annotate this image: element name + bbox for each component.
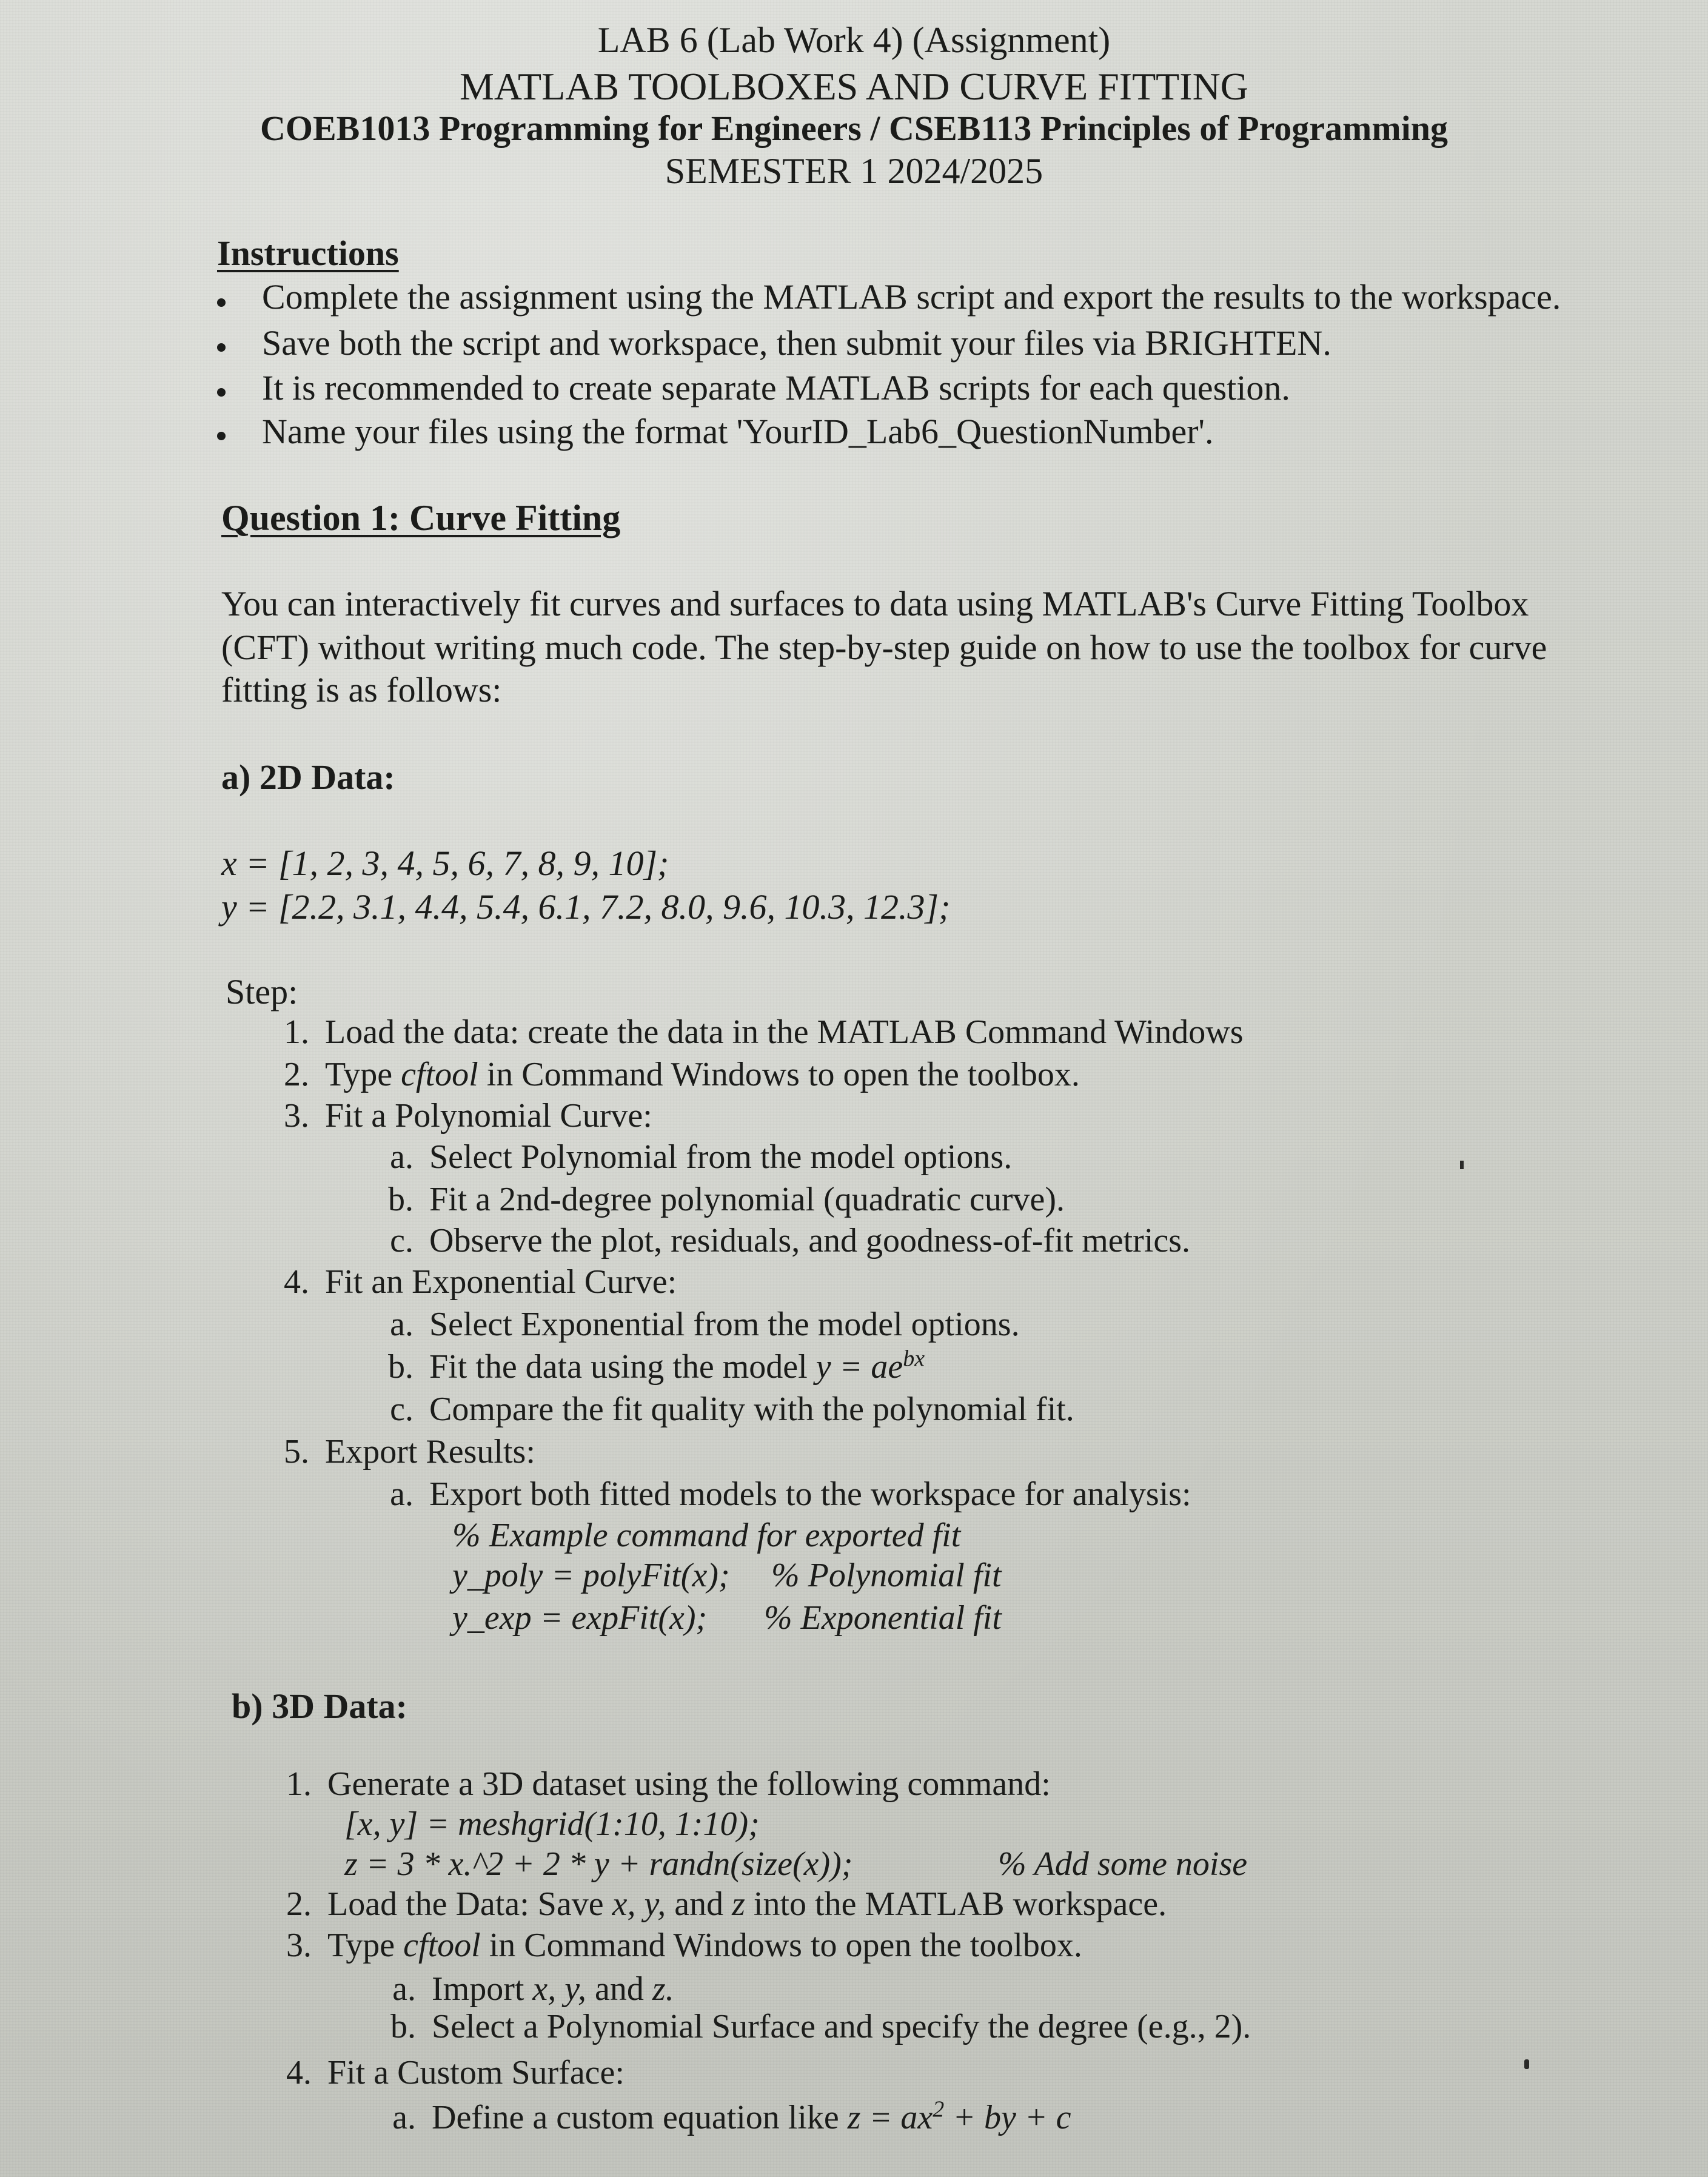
step-text: Type: [325, 1056, 401, 1093]
code-poly: y_poly = polyFit(x);: [452, 1557, 730, 1594]
instruction-item: Save both the script and workspace, then submit your files via BRIGHTEN.: [262, 323, 1331, 363]
x-data-line: x = [1, 2, 3, 4, 5, 6, 7, 8, 9, 10];: [221, 844, 669, 883]
substep-text: Fit the data using the model: [429, 1348, 816, 1386]
course-line: COEB1013 Programming for Engineers / CSEB113 Principles of Programming: [260, 109, 1448, 148]
step-text: into the MATLAB workspace.: [745, 1885, 1167, 1923]
step-1: [255, 1013, 1244, 1052]
code-z-equation: z = 3 * x.^2 + 2 * y + randn(size(x));: [344, 1845, 853, 1883]
substep-3a: [376, 1138, 1012, 1176]
substep-text: and: [586, 1970, 652, 2008]
bullet-icon: [217, 432, 226, 440]
code-poly-comment: % Polynomial fit: [771, 1557, 1002, 1594]
instructions-heading: Instructions: [217, 233, 399, 273]
bullet-icon: [217, 388, 226, 397]
b-step-1: [257, 1765, 1051, 1803]
b-substep-3b: [378, 2007, 1251, 2046]
step-text: in Command Windows to open the toolbox.: [478, 1056, 1080, 1093]
code-exp: y_exp = expFit(x);: [452, 1599, 708, 1637]
substep-4b: [376, 1347, 925, 1386]
intro-line: (CFT) without writing much code. The step-by-step guide on how to use the toolbox for curve: [221, 628, 1547, 667]
substep-text: Select Exponential from the model options.: [429, 1306, 1020, 1343]
variable-names: x, y,: [532, 1970, 587, 2008]
step-text: Fit an Exponential Curve:: [325, 1263, 677, 1301]
substep-letter: a.: [390, 1475, 414, 1513]
substep-text: Import: [432, 1970, 533, 2008]
step-number: 4.: [284, 1263, 309, 1301]
code-meshgrid: [x, y] = meshgrid(1:10, 1:10);: [344, 1805, 760, 1843]
step-text: Load the Data: Save: [327, 1885, 612, 1923]
exponent: bx: [903, 1346, 925, 1372]
substep-3b: [376, 1180, 1065, 1219]
step-number: 2.: [284, 1056, 309, 1093]
b-step-4: [257, 2053, 625, 2092]
substep-letter: c.: [390, 1390, 414, 1428]
bullet-icon: [217, 298, 226, 307]
custom-equation-rest: + by + c: [944, 2099, 1071, 2136]
b-step-2: [257, 1885, 1167, 1924]
exponent: 2: [933, 2096, 945, 2122]
substep-letter: b.: [388, 1348, 414, 1386]
substep-text: Observe the plot, residuals, and goodness-of-fit metrics.: [429, 1222, 1191, 1260]
variable-names: x, y,: [612, 1885, 666, 1923]
part-b-heading: b) 3D Data:: [232, 1686, 407, 1726]
instruction-item: Name your files using the format 'YourID_Lab6_QuestionNumber'.: [262, 412, 1214, 451]
substep-4c: [376, 1390, 1074, 1429]
substep-text: Compare the fit quality with the polynomial fit.: [429, 1390, 1074, 1428]
step-label: Step:: [226, 972, 298, 1011]
substep-letter: a.: [390, 1138, 414, 1176]
step-3: [255, 1096, 652, 1135]
instruction-item: Complete the assignment using the MATLAB script and export the results to the workspace.: [262, 277, 1561, 317]
intro-line: You can interactively fit curves and surfaces to data using MATLAB's Curve Fitting Toolbox: [221, 584, 1529, 623]
variable-name: z: [732, 1885, 745, 1923]
substep-text: Define a custom equation like: [432, 2099, 848, 2136]
step-text: Fit a Custom Surface:: [327, 2054, 625, 2091]
step-number: 1.: [284, 1013, 309, 1051]
lab-title: LAB 6 (Lab Work 4) (Assignment): [597, 20, 1111, 60]
step-text: in Command Windows to open the toolbox.: [480, 1927, 1082, 1964]
step-number: 4.: [286, 2054, 312, 2091]
exponential-model: y = ae: [815, 1348, 903, 1386]
intro-line: fitting is as follows:: [221, 670, 502, 709]
substep-letter: b.: [388, 1181, 414, 1218]
y-data-line: y = [2.2, 3.1, 4.4, 5.4, 6.1, 7.2, 8.0, 9.6, 10.3, 12.3];: [221, 887, 951, 927]
cftool-command: cftool: [401, 1056, 478, 1093]
step-number: 2.: [286, 1885, 312, 1923]
code-exp-comment: % Exponential fit: [764, 1599, 1002, 1637]
substep-5a: [376, 1475, 1191, 1514]
screen-artifact: [1524, 2059, 1529, 2069]
substep-letter: b.: [390, 2008, 416, 2045]
step-number: 3.: [284, 1097, 309, 1135]
question-1-heading: Question 1: Curve Fitting: [221, 498, 621, 538]
step-number: 3.: [286, 1927, 312, 1964]
step-text: Type: [327, 1927, 404, 1964]
step-4: [255, 1263, 677, 1301]
step-text: and: [666, 1885, 732, 1923]
substep-letter: a.: [392, 1970, 416, 2008]
cftool-command: cftool: [403, 1927, 481, 1964]
substep-letter: a.: [390, 1306, 414, 1343]
lab-subtitle: MATLAB TOOLBOXES AND CURVE FITTING: [460, 65, 1248, 108]
substep-text: Select a Polynomial Surface and specify the degree (e.g., 2).: [432, 2008, 1251, 2045]
step-text: Export Results:: [325, 1433, 535, 1471]
substep-letter: c.: [390, 1222, 414, 1260]
variable-name: z.: [652, 1970, 674, 2008]
step-text: Generate a 3D dataset using the following command:: [327, 1765, 1051, 1803]
substep-text: Fit a 2nd-degree polynomial (quadratic curve).: [429, 1181, 1065, 1218]
code-noise-comment: % Add some noise: [998, 1845, 1248, 1883]
step-2: [255, 1055, 1080, 1094]
bullet-icon: [217, 343, 226, 352]
custom-equation: z = ax: [847, 2099, 933, 2136]
screen-artifact: [1460, 1161, 1464, 1169]
b-substep-4a: [378, 2098, 1071, 2137]
substep-3c: [376, 1221, 1190, 1260]
part-a-heading: a) 2D Data:: [221, 757, 395, 797]
substep-text: Select Polynomial from the model options.: [429, 1138, 1013, 1176]
instruction-item: It is recommended to create separate MATLAB scripts for each question.: [262, 368, 1290, 408]
step-number: 1.: [286, 1765, 312, 1803]
step-text: Fit a Polynomial Curve:: [325, 1097, 652, 1135]
substep-text: Export both fitted models to the workspace for analysis:: [429, 1475, 1191, 1513]
substep-4a: [376, 1305, 1020, 1344]
step-text: Load the data: create the data in the MATLAB Command Windows: [325, 1013, 1244, 1051]
b-substep-3a: [378, 1970, 674, 2008]
b-step-3: [257, 1926, 1082, 1965]
step-number: 5.: [284, 1433, 309, 1471]
semester-line: SEMESTER 1 2024/2025: [665, 151, 1043, 191]
code-comment: % Example command for exported fit: [452, 1517, 961, 1554]
substep-letter: a.: [392, 2099, 416, 2136]
step-5: [255, 1432, 535, 1471]
